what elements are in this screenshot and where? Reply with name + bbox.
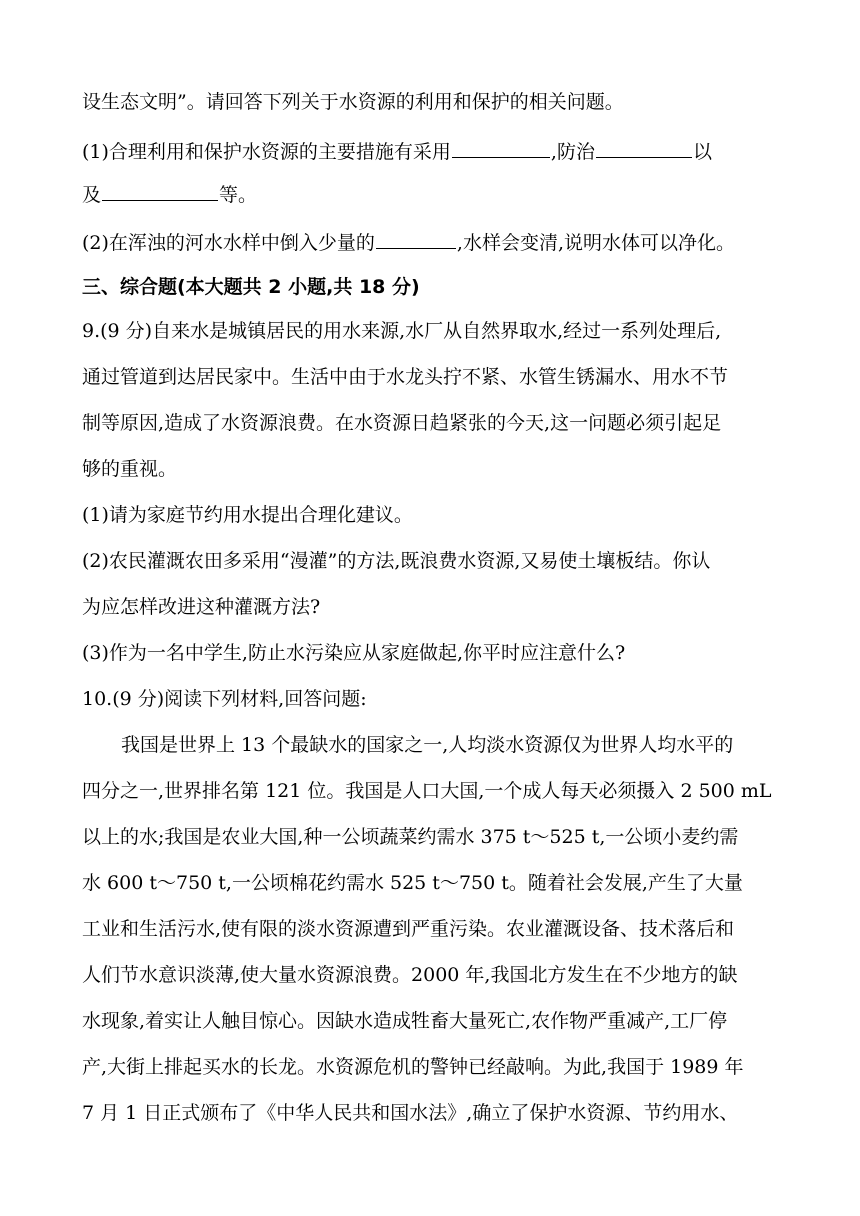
- answer-blank[interactable]: [376, 230, 456, 249]
- text-segment: 以: [692, 141, 712, 163]
- passage-line: 以上的水;我国是农业大国,种一公顷蔬菜约需水 375 t～525 t,一公顷小麦约需: [82, 826, 739, 848]
- answer-blank[interactable]: [596, 139, 692, 158]
- text-line: 设生态文明”。请回答下列关于水资源的利用和保护的相关问题。: [82, 91, 624, 113]
- question-2-line: [82, 230, 735, 256]
- text-line: 够的重视。: [82, 458, 178, 480]
- passage-line: 人们节水意识淡薄,使大量水资源浪费。2000 年,我国北方发生在不少地方的缺: [82, 964, 738, 986]
- text-segment: (1)合理利用和保护水资源的主要措施有采用: [82, 141, 451, 163]
- question-10: 10.(9 分)阅读下列材料,回答问题:: [82, 688, 367, 710]
- passage-line: 水现象,着实让人触目惊心。因缺水造成牲畜大量死亡,农作物严重减产,工厂停: [82, 1010, 728, 1032]
- passage-line: 我国是世界上 13 个最缺水的国家之一,人均淡水资源仅为世界人均水平的: [121, 734, 734, 756]
- sub-question: (3)作为一名中学生,防止水污染应从家庭做起,你平时应注意什么?: [82, 642, 626, 664]
- text-segment: (2)在浑浊的河水水样中倒入少量的: [82, 232, 375, 254]
- answer-blank[interactable]: [102, 182, 218, 201]
- text-line: 为应怎样改进这种灌溉方法?: [82, 596, 321, 618]
- text-segment: ,防治: [550, 141, 595, 163]
- question-1-line-cont: [82, 182, 257, 208]
- text-line: 制等原因,造成了水资源浪费。在水资源日趋紧张的今天,这一问题必须引起足: [82, 412, 722, 434]
- question-9: 9.(9 分)自来水是城镇居民的用水来源,水厂从自然界取水,经过一系列处理后,: [82, 320, 722, 342]
- text-segment: 等。: [219, 184, 258, 206]
- answer-blank[interactable]: [452, 139, 550, 158]
- passage-line: 产,大街上排起买水的长龙。水资源危机的警钟已经敲响。为此,我国于 1989 年: [82, 1056, 744, 1078]
- sub-question: (1)请为家庭节约用水提出合理化建议。: [82, 504, 413, 526]
- passage-line: 四分之一,世界排名第 121 位。我国是人口大国,一个成人每天必须摄入 2 500 mL: [82, 780, 772, 802]
- text-segment: ,水样会变清,说明水体可以净化。: [456, 232, 736, 254]
- passage-line: 水 600 t～750 t,一公顷棉花约需水 525 t～750 t。随着社会发展,产生了大量: [82, 872, 743, 894]
- text-segment: 及: [82, 184, 102, 206]
- passage-line: 7 月 1 日正式颁布了《中华人民共和国水法》,确立了保护水资源、节约用水、: [82, 1102, 739, 1124]
- passage-line: 工业和生活污水,使有限的淡水资源遭到严重污染。农业灌溉设备、技术落后和: [82, 918, 735, 940]
- question-1-line: [82, 139, 712, 165]
- text-line: 通过管道到达居民家中。生活中由于水龙头拧不紧、水管生锈漏水、用水不节: [82, 366, 729, 388]
- sub-question: (2)农民灌溉农田多采用“漫灌”的方法,既浪费水资源,又易使土壤板结。你认: [82, 550, 711, 572]
- section-heading: 三、综合题(本大题共 2 小题,共 18 分): [82, 276, 420, 298]
